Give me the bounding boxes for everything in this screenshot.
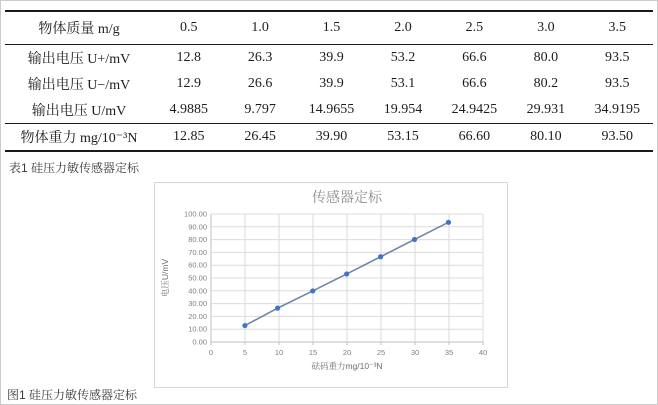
table-cell: 80.2 [533, 76, 559, 91]
table-cell: 12.85 [153, 124, 224, 152]
row-label: 输出电压 U−/mV [27, 78, 131, 93]
table-cell: 66.60 [439, 124, 510, 152]
y-tick-label: 40.00 [188, 286, 207, 296]
x-axis-title: 砝码重力mg/10⁻³N [311, 361, 383, 371]
y-tick-label: 20.00 [188, 311, 207, 321]
data-point-marker [242, 323, 247, 328]
table-cell: 4.9885 [169, 102, 208, 117]
y-tick-label: 10.00 [188, 324, 207, 334]
table-cell: 80.10 [510, 124, 581, 152]
y-tick-label: 60.00 [188, 260, 207, 270]
table-cell: 39.9 [319, 76, 344, 91]
table-caption: 表1 硅压力敏传感器定标 [9, 161, 140, 175]
data-point-marker [275, 306, 280, 311]
table-cell: 29.931 [526, 102, 566, 117]
table-cell: 39.90 [296, 124, 367, 152]
x-tick-label: 0 [208, 348, 214, 357]
x-tick-label: 30 [410, 348, 420, 357]
table-cell: 26.6 [247, 76, 273, 91]
table-cell: 14.9655 [308, 102, 355, 117]
y-tick-label: 80.00 [188, 235, 207, 245]
data-point-marker [344, 271, 349, 276]
x-tick-label: 40 [478, 348, 488, 357]
x-tick-label: 5 [242, 348, 248, 357]
table-cell: 53.15 [367, 124, 438, 152]
table-row [5, 45, 653, 72]
figure-caption: 图1 硅压力敏传感器定标 [7, 388, 138, 402]
data-point-marker [446, 220, 451, 225]
table-cell: 12.8 [176, 50, 201, 65]
table-cell: 3.5 [582, 11, 653, 45]
table-cell: 12.9 [176, 76, 201, 91]
table-cell: 93.50 [582, 124, 653, 152]
table-cell: 53.2 [390, 50, 416, 65]
x-tick-label: 10 [274, 348, 284, 357]
table-row [5, 97, 653, 124]
table-cell: 9.797 [244, 102, 276, 117]
x-tick-label: 20 [342, 348, 352, 357]
data-point-marker [378, 254, 383, 259]
table-row [5, 71, 653, 97]
table-cell: 26.45 [224, 124, 295, 152]
x-tick-label: 15 [308, 348, 318, 357]
row-label: 物体重力 mg/10⁻³N [5, 124, 153, 152]
table-cell: 2.5 [439, 11, 510, 45]
y-tick-label: 0.00 [192, 337, 207, 347]
table-cell: 2.0 [367, 11, 438, 45]
y-axis-title: 电压U/mV [160, 258, 170, 298]
table-cell: 80.0 [533, 50, 559, 65]
table-cell: 34.9195 [594, 102, 641, 117]
data-point-marker [412, 237, 417, 242]
table-cell: 66.6 [462, 50, 487, 65]
table-cell: 1.0 [224, 11, 295, 45]
chart-title: 传感器定标 [312, 189, 382, 205]
row-label: 物体质量 m/g [5, 11, 153, 45]
data-point-marker [310, 288, 315, 293]
table-cell: 0.5 [153, 11, 224, 45]
sensor-calibration-chart [154, 182, 508, 388]
table-cell: 3.0 [510, 11, 581, 45]
table-cell: 26.3 [247, 50, 273, 65]
table-cell: 1.5 [296, 11, 367, 45]
table-cell: 53.1 [390, 76, 416, 91]
table-cell: 19.954 [383, 102, 423, 117]
row-label: 输出电压 U+/mV [27, 52, 131, 67]
y-tick-label: 70.00 [188, 247, 207, 257]
y-tick-label: 50.00 [188, 273, 207, 283]
calibration-line-chart [155, 183, 505, 385]
table-cell: 24.9425 [451, 102, 498, 117]
calibration-table [5, 10, 653, 152]
table-cell: 66.6 [462, 76, 487, 91]
y-tick-label: 90.00 [188, 222, 207, 232]
table-cell: 93.5 [605, 76, 630, 91]
x-tick-label: 35 [444, 348, 454, 357]
y-tick-label: 100.00 [184, 209, 207, 219]
table-row [5, 124, 653, 152]
table-cell: 39.9 [319, 50, 344, 65]
x-tick-label: 25 [376, 348, 386, 357]
row-label: 输出电压 U/mV [31, 104, 127, 119]
y-tick-label: 30.00 [188, 299, 207, 309]
table-cell: 93.5 [605, 50, 630, 65]
table-header-row [5, 11, 653, 45]
